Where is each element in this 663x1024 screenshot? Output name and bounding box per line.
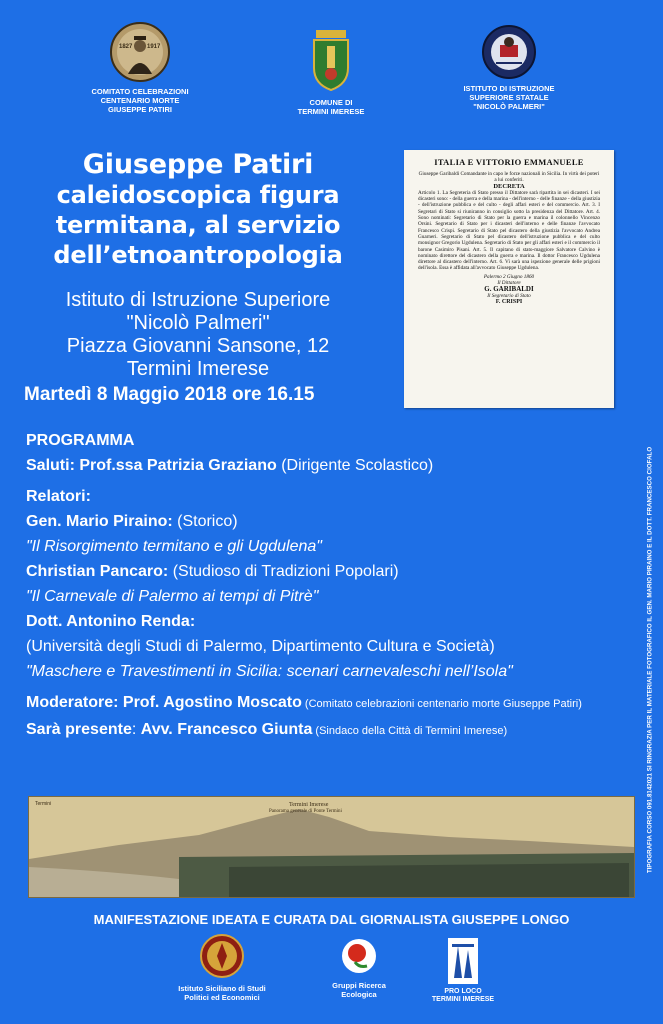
decree-heading: ITALIA E VITTORIO EMMANUELE	[434, 157, 584, 167]
decree-intro: Giuseppe Garibaldi Comandante in capo le forze nazionali in Sicilia. In virtù dei poteri a lui conferiti.	[418, 171, 600, 184]
organizer-credit: MANIFESTAZIONE IDEATA E CURATA DAL GIORNALISTA GIUSEPPE LONGO	[93, 912, 570, 927]
title-line-4: dell’etnoantropologia	[53, 241, 343, 269]
speaker-2: Christian Pancaro: (Studioso di Tradizioni Popolari)	[26, 563, 399, 580]
venue-block	[0, 289, 396, 381]
event-date: Martedì 8 Maggio 2018 ore 16.15	[24, 384, 315, 405]
istituto-caption: ISTITUTO DI ISTRUZIONE SUPERIORE STATALE "NICOLÒ PALMERI"	[463, 84, 555, 111]
presente-row: Sarà presente: Avv. Francesco Giunta (Sindaco della Città di Termini Imerese)	[26, 721, 508, 738]
programme	[26, 428, 626, 744]
decree-place-date: Palermo 2 Giugno 1860	[483, 273, 535, 280]
programme-heading: PROGRAMMA	[26, 432, 135, 449]
decree-secretary-title: Il Segretario di Stato	[487, 292, 531, 299]
issep-logo	[200, 934, 244, 978]
venue-line-4: Termini Imerese	[126, 358, 270, 380]
panorama-image	[28, 796, 635, 898]
speaker-1: Gen. Mario Piraino: (Storico)	[26, 513, 238, 530]
venue-line-3: Piazza Giovanni Sansone, 12	[66, 335, 330, 357]
panorama-caption-2: Panorama generale di Ponte Termini	[269, 809, 342, 814]
decree-dittatore: Il Dittatore	[497, 280, 521, 287]
side-credits-text: TIPOGRAFIA CORSO 091.8142021 SI RINGRAZIA PER IL MATERIALE FOTOGRAFICO IL GEN. MARIO PIRAINO E IL DOTT. FRANCESCO CIOFALO	[646, 446, 654, 874]
panorama-caption-1: Termini Imerese	[289, 802, 329, 808]
decree-body: Articolo 1. La Segreteria di Stato presso il Dittatore sarà ripartita in sei dicasteri. I sei dicasteri sono: - della guerra e della marina - dell'interno - delle finanze - della giustizia - dell'istruzione pubblica e del culto - degli affari esteri e del commercio. Art. 3. I Segretari di Stato si riuniranno in consiglio sotto la presidenza del Dittatore. Art. 4. Sono nominati: Segretario di Stato per la guerra e marina il colonnello Vincenzo Orsini. Segretario di Stato per i dicasteri dell'interno e delle finanze l'avvocato Francesco Crispi. Segretario di Stato pel dicastero della giustizia l'avvocato Andrea Guarneri. Segretario di Stato pel dicastero dell'istruzione pubblica e del culto monsignor Gregorio Ugdulena. Segretario di Stato per gli affari esteri e il commercio il barone Casimiro Pisani. Art. 5. Il capitano di stato-maggiore Salvatore Calvino è nominato direttore del dicastero della guerra e marina. Il dottor Francesco Ugdulena direttore al dicastero dell'interno. Art. 6. Vi sarà una ispezione generale delle prigioni dell'isola. Essa è affidata all'avvocato Giuseppe Ugdulena.	[418, 189, 600, 272]
gre-logo	[341, 938, 377, 974]
decree-secretary: F. CRISPI	[495, 298, 523, 305]
title-line-2: caleidoscopica figura	[56, 181, 340, 209]
istituto-logo	[482, 25, 536, 79]
speaker-3-talk: "Maschere e Travestimenti in Sicilia: scenari carnevaleschi nell’Isola"	[26, 663, 513, 680]
comune-crest	[308, 28, 354, 92]
garibaldi-decree	[404, 150, 614, 408]
speaker-1-talk: "Il Risorgimento termitano e gli Ugdulena"	[26, 538, 322, 555]
title-line-1: Giuseppe Patiri	[82, 149, 314, 180]
issep-caption: Istituto Siciliano di Studi Politici ed Economici	[178, 984, 266, 1002]
venue-line-2: "Nicolò Palmeri"	[126, 312, 270, 334]
proloco-logo	[448, 938, 478, 984]
saluti-row: Saluti: Prof.ssa Patrizia Graziano (Dirigente Scolastico)	[26, 457, 434, 474]
proloco-caption: PRO LOCO TERMINI IMERESE	[431, 988, 495, 1003]
comitato-year-end: 1917	[147, 44, 161, 50]
comitato-caption: COMITATO CELEBRAZIONI CENTENARIO MORTE GIUSEPPE PATIRI	[91, 87, 189, 114]
side-credits	[638, 420, 662, 900]
speaker-2-talk: "Il Carnevale di Palermo ai tempi di Pitrè"	[26, 588, 319, 605]
relatori-heading: Relatori:	[26, 488, 91, 505]
comitato-year-start: 1827	[119, 44, 133, 50]
comune-caption: COMUNE DI TERMINI IMERESE	[297, 98, 365, 116]
event-title	[0, 150, 396, 270]
comitato-logo	[110, 22, 170, 82]
speaker-3: Dott. Antonino Renda:	[26, 613, 196, 630]
venue-line-1: Istituto di Istruzione Superiore	[65, 289, 331, 311]
title-line-3: termitana, al servizio	[55, 211, 341, 239]
panorama-stamp: Termini	[35, 801, 52, 807]
gre-caption: Gruppi Ricerca Ecologica	[332, 981, 386, 999]
speaker-3-role: (Università degli Studi di Palermo, Dipartimento Cultura e Società)	[26, 638, 495, 655]
decree-signature: G. GARIBALDI	[484, 285, 534, 294]
decree-decreta: DECRETA	[493, 182, 525, 190]
moderatore-row: Moderatore: Prof. Agostino Moscato (Comitato celebrazioni centenario morte Giuseppe Patiri)	[26, 694, 582, 711]
